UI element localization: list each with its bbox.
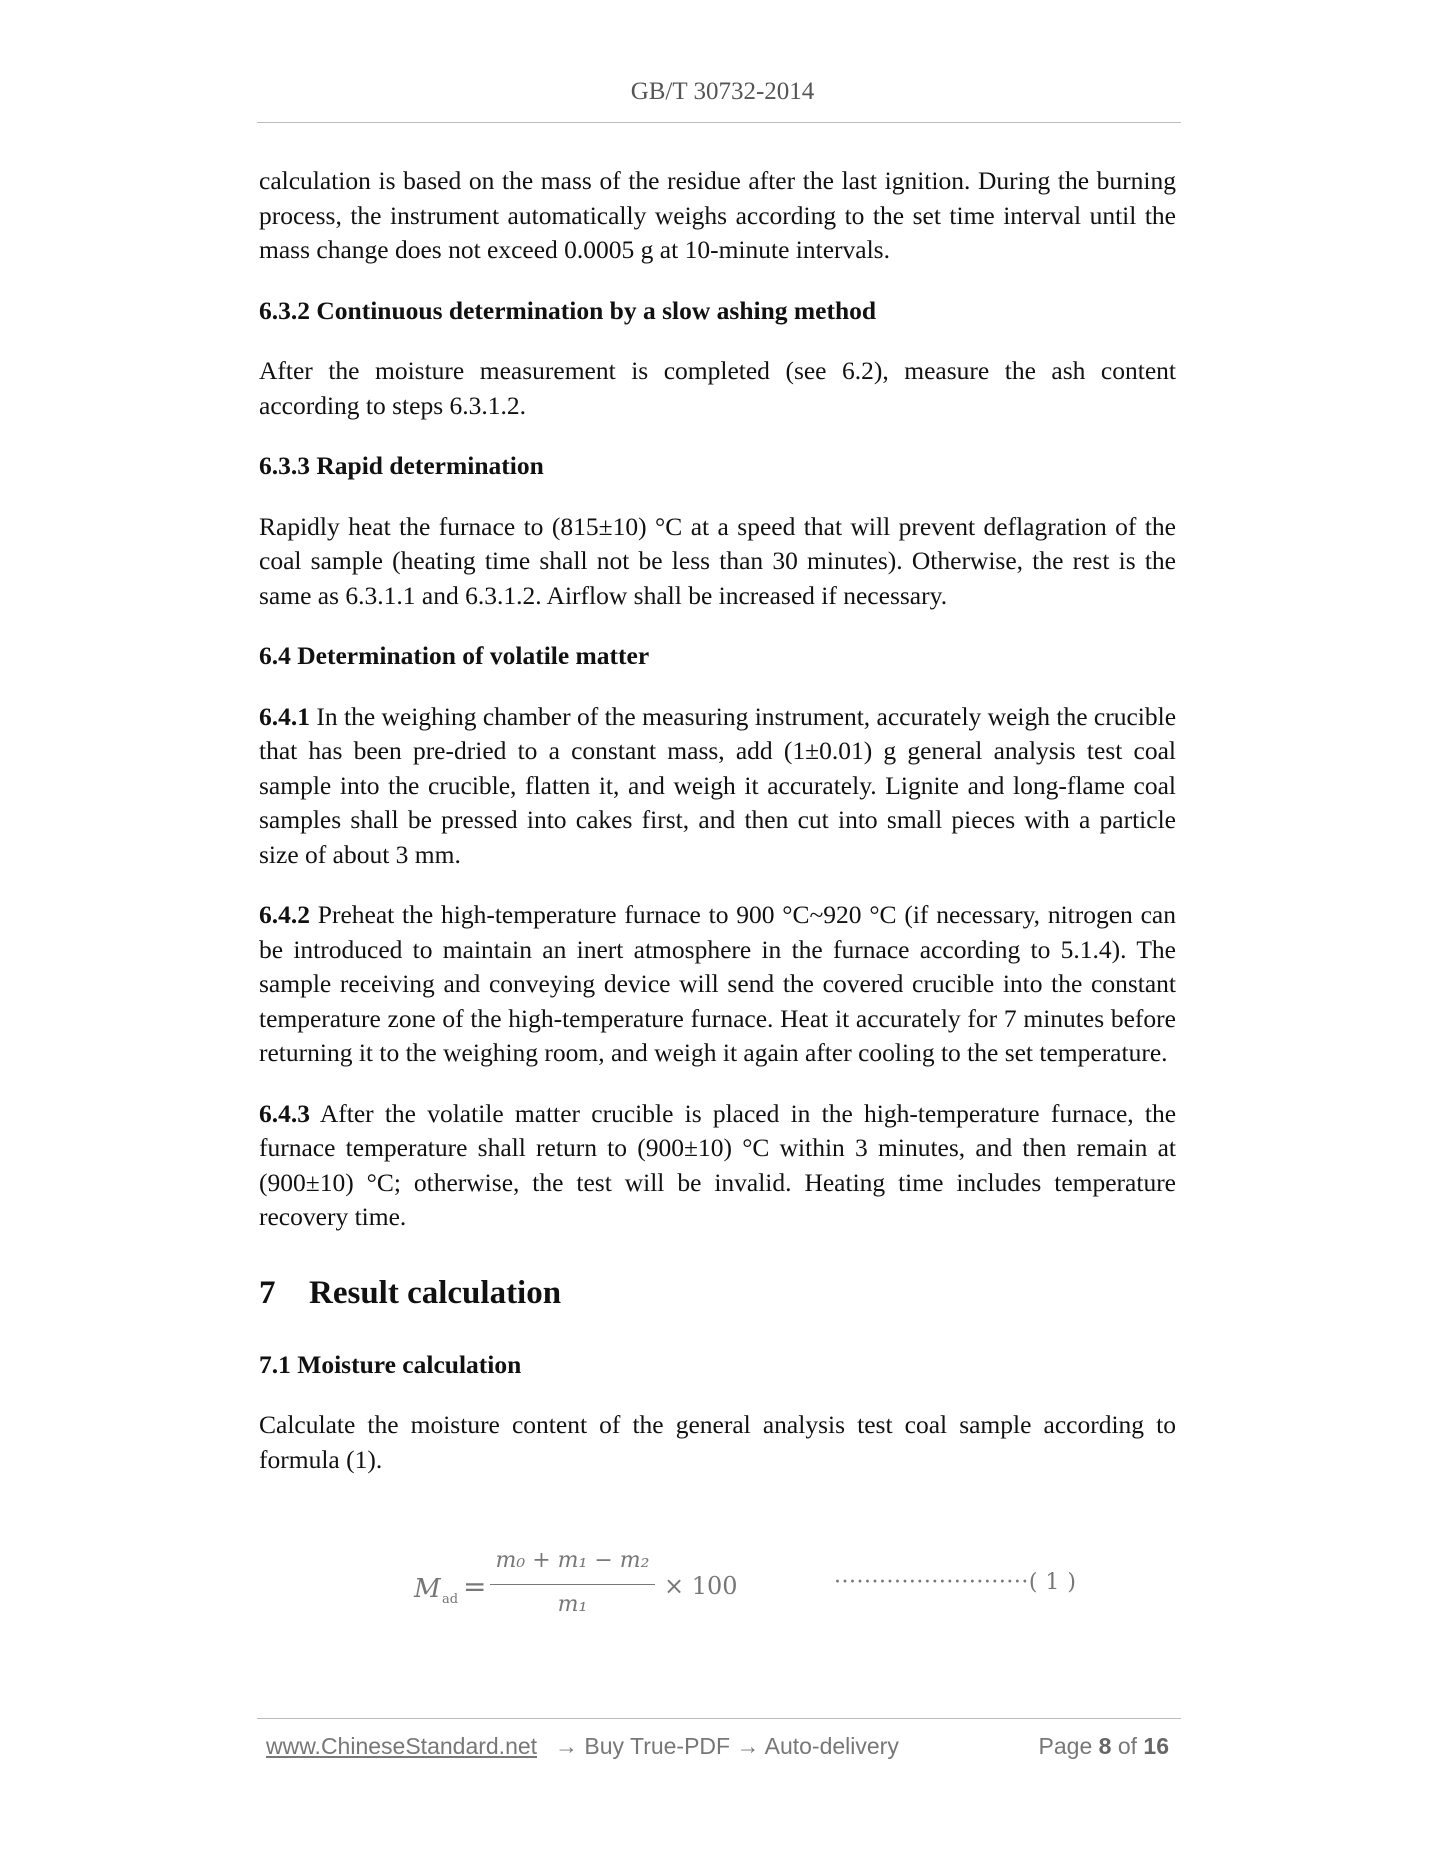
formula-number-leader: ··························( 1 ) [834, 1570, 1077, 1595]
footer-divider [257, 1718, 1181, 1719]
clause-number-6-4-3: 6.4.3 [259, 1098, 310, 1128]
paragraph-6-3-2: After the moisture measurement is completed (see 6.2), measure the ash content according to steps 6.3.1.2. [259, 356, 1176, 420]
clause-text-6-4-2: Preheat the high-temperature furnace to 900 °C~920 °C (if necessary, nitrogen can be introduced to maintain an inert atmosphere in the furnace according to 5.1.4). The sample receiving and conveying device will send the covered crucible into the constant temperature zone of the high-temperature furnace. Heat it accurately for 7 minutes before returning it to the weighing room, and weigh it again after cooling to the set temperature. [259, 900, 1176, 1067]
footer-website-link[interactable]: www.ChineseStandard.net [266, 1733, 538, 1759]
formula-numerator: m₀ + m₁ − m₂ [495, 1548, 650, 1573]
formula-fraction-bar [490, 1584, 655, 1585]
footer-buy-text: → Buy True-PDF → Auto-delivery [555, 1733, 899, 1759]
page-total: 16 [1143, 1733, 1169, 1759]
paragraph-6-4-1 [259, 700, 1176, 873]
formula-equals: = [463, 1570, 487, 1603]
paragraph-7-1: Calculate the moisture content of the general analysis test coal sample according to formula (1). [259, 1410, 1176, 1474]
heading-section-7 [259, 1273, 1176, 1313]
document-body [259, 164, 1176, 1503]
footer-page-indicator [1039, 1733, 1169, 1760]
heading-6-3-2: 6.3.2 Continuous determination by a slow ashing method [259, 295, 877, 325]
paragraph-intro: calculation is based on the mass of the residue after the last ignition. During the burning process, the instrument automatically weighs according to the set time interval until the mass change does not exceed 0.0005 g at 10-minute intervals. [259, 166, 1176, 264]
clause-number-6-4-1: 6.4.1 [259, 701, 310, 731]
formula-1 [0, 1548, 1445, 1623]
paragraph-6-3-3: Rapidly heat the furnace to (815±10) °C at a speed that will prevent deflagration of the coal sample (heating time shall not be less than 30 minutes). Otherwise, the rest is the same as 6.3.1.1 and 6.3.1.2. Airflow shall be increased if necessary. [259, 511, 1176, 610]
page-current: 8 [1098, 1733, 1112, 1759]
page-header-standard-code: GB/T 30732-2014 [630, 78, 815, 105]
clause-text-6-4-3: After the volatile matter crucible is placed in the high-temperature furnace, the furnace temperature shall return to (900±10) °C within 3 minutes, and then remain at (900±10) °C; otherwise, the test will be invalid. Heating time includes temperature recovery time. [259, 1098, 1177, 1231]
paragraph-6-4-2 [259, 898, 1176, 1071]
clause-text-6-4-1: In the weighing chamber of the measuring instrument, accurately weigh the crucible that has been pre-dried to a constant mass, add (1±0.01) g general analysis test coal sample into the crucible, flatten it, and weigh it accurately. Lignite and long-flame coal samples shall be pressed into cakes first, and then cut into small pieces with a particle size of about 3 mm. [259, 701, 1177, 869]
heading-7-1: 7.1 Moisture calculation [259, 1349, 522, 1379]
header-divider [257, 122, 1181, 123]
formula-lhs: M [414, 1574, 441, 1604]
clause-number-6-4-2: 6.4.2 [259, 900, 310, 929]
page-of-word: of [1117, 1733, 1138, 1759]
paragraph-6-4-3 [259, 1097, 1176, 1235]
formula-multiplier: × 100 [664, 1572, 738, 1600]
page-word: Page [1038, 1733, 1093, 1759]
formula-denominator: m₁ [557, 1592, 588, 1617]
heading-6-3-3: 6.3.3 Rapid determination [259, 451, 544, 480]
heading-6-4: 6.4 Determination of volatile matter [259, 641, 650, 670]
section-7-title: Result calculation [309, 1274, 562, 1311]
section-7-number: 7 [259, 1274, 276, 1311]
formula-lhs-subscript: ad [442, 1592, 459, 1607]
